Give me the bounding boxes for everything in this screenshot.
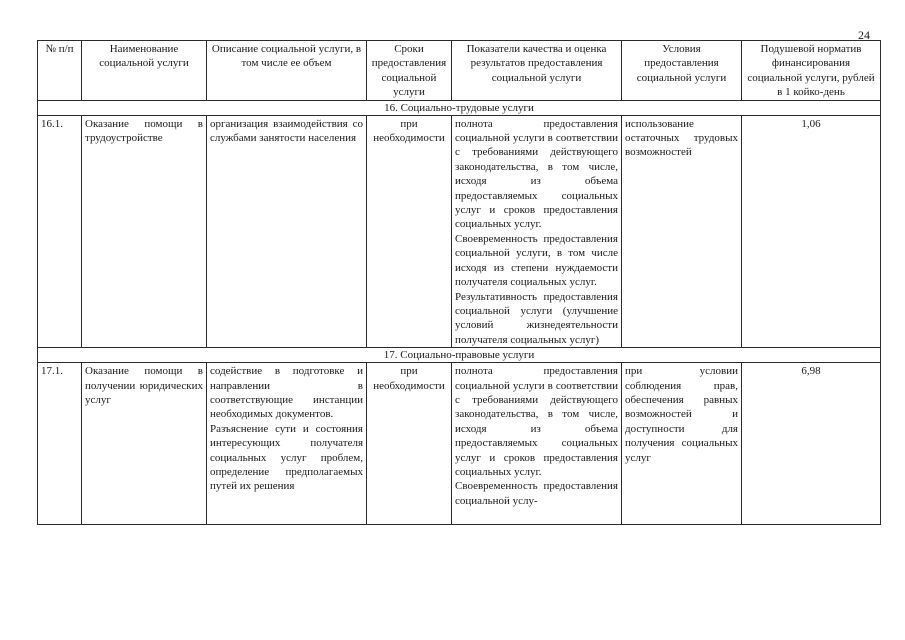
services-table	[37, 40, 881, 525]
row-service-name: Оказание помощи в получении юридических услуг	[82, 363, 207, 525]
description-paragraph: Разъяснение сути и состояния интересующих получателя социальных услуг проблем, определение предполагаемых путей их решения	[210, 422, 363, 493]
row-conditions: при условии соблюдения прав, обеспечения равных возможностей и доступности для получения социальных услуг	[622, 363, 742, 525]
quality-paragraph: Своевременность предоставления социальной услуги, в том числе исходя из степени нуждаемости получателя социальных услуг.	[455, 232, 618, 289]
section-title-row	[38, 100, 881, 115]
description-paragraph: организация взаимодействия со службами занятости населения	[210, 117, 363, 145]
table-row	[38, 363, 881, 525]
section-title: 17. Социально-правовые услуги	[38, 348, 881, 363]
quality-paragraph: полнота предоставления социальной услуги в соответствии с требованиями действующего законодательства, в том числе, исходя из объема предоставляемых социальных услуг и сроков предоставления социальных услуг.	[455, 365, 618, 478]
row-terms: при необходимости	[367, 115, 452, 348]
row-description	[207, 363, 367, 525]
header-description: Описание социальной услуги, в том числе ее объем	[207, 41, 367, 101]
page-number: 24	[858, 28, 870, 42]
row-norm: 1,06	[742, 115, 881, 348]
row-conditions: использование остаточных трудовых возможностей	[622, 115, 742, 348]
table-row	[38, 115, 881, 348]
header-terms: Сроки предоставления социальной услуги	[367, 41, 452, 101]
quality-paragraph: полнота предоставления социальной услуги в соответствии с требованиями действующего законодательства, в том числе, исходя из объема предоставляемых социальных услуг и сроков предоставления социальных услуг.	[455, 117, 618, 231]
row-quality	[452, 115, 622, 348]
row-service-name: Оказание помощи в трудоустройстве	[82, 115, 207, 348]
section-title-row	[38, 348, 881, 363]
section-title: 16. Социально-трудовые услуги	[38, 100, 881, 115]
row-number: 16.1.	[38, 115, 82, 348]
row-norm: 6,98	[742, 363, 881, 525]
row-number: 17.1.	[38, 363, 82, 525]
header-conditions: Условия предоставления социальной услуги	[622, 41, 742, 101]
quality-paragraph: Своевременность предоставления социальной услу-	[455, 480, 618, 507]
header-norm: Подушевой норматив финансирования социальной услуги, рублей в 1 койко-день	[742, 41, 881, 101]
quality-clip	[455, 364, 618, 508]
quality-paragraph: Результативность предоставления социальной услуги (улучшение условий жизнедеятельности получателя социальных услуг)	[455, 290, 618, 346]
row-description	[207, 115, 367, 348]
header-number: № п/п	[38, 41, 82, 101]
header-service-name: Наименование социальной услуги	[82, 41, 207, 101]
row-quality	[452, 363, 622, 525]
table-header-row	[38, 41, 881, 101]
description-paragraph: содействие в подготовке и направлении в соответствующие инстанции необходимых документов.	[210, 365, 363, 421]
row-terms: при необходимости	[367, 363, 452, 525]
header-quality: Показатели качества и оценка результатов предоставления социальной услуги	[452, 41, 622, 101]
description-clip	[210, 364, 363, 494]
